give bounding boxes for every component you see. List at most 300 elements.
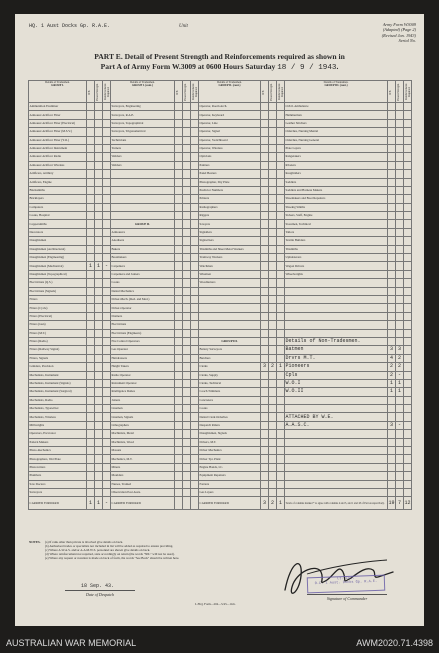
count-cell [396, 337, 404, 345]
count-cell [396, 170, 404, 178]
count-cell: 1 [396, 379, 404, 387]
note-line: (e) Where any request or notation is made on back of form, the words "See Back" should be written here. [45, 556, 180, 560]
trade-name-cell: Dental Clerk Orderlies [199, 413, 261, 421]
count-cell [103, 186, 111, 194]
count-cell [183, 421, 191, 429]
trade-name-cell: Bakers [111, 245, 175, 253]
count-cell [388, 254, 396, 262]
count-cell [261, 103, 269, 111]
count-cell [396, 329, 404, 337]
trade-name-cell: Draughtsmen (Mechanical) [29, 262, 87, 270]
trade-name-cell [111, 178, 175, 186]
count-cell [87, 119, 95, 127]
count-cell [388, 480, 396, 488]
count-cell [277, 329, 285, 337]
trade-name-cell: Artificers, Artillery [29, 170, 87, 178]
count-cell [277, 195, 285, 203]
count-cell [388, 212, 396, 220]
count-cell [396, 304, 404, 312]
count-cell [269, 379, 277, 387]
count-cell [191, 287, 199, 295]
count-cell [95, 153, 103, 161]
count-cell [388, 396, 396, 404]
count-cell [388, 136, 396, 144]
count-cell [277, 111, 285, 119]
carried-count: 3 [261, 497, 269, 510]
count-cell [277, 119, 285, 127]
count-cell [183, 195, 191, 203]
trade-name-cell: ATTACHED BY W.E. [285, 413, 388, 421]
trade-name-cell [285, 455, 388, 463]
count-cell [191, 463, 199, 471]
count-cell [103, 388, 111, 396]
trade-name-cell: Anodisers [111, 237, 175, 245]
count-cell [87, 447, 95, 455]
count-cell [175, 254, 183, 262]
count-cell [269, 245, 277, 253]
trade-name-cell [199, 304, 261, 312]
count-cell [269, 430, 277, 438]
table-row [29, 455, 412, 463]
count-cell [404, 178, 412, 186]
count-cell [183, 178, 191, 186]
count-cell [277, 388, 285, 396]
trade-name-cell: Details of Non-Tradesmen. [285, 337, 388, 345]
count-cell [183, 295, 191, 303]
count-cell [87, 245, 95, 253]
count-cell [261, 128, 269, 136]
count-cell [269, 270, 277, 278]
count-cell [95, 245, 103, 253]
count-cell [95, 321, 103, 329]
count-cell [277, 270, 285, 278]
count-cell [396, 228, 404, 236]
count-cell [183, 161, 191, 169]
carried-count: 1 [95, 497, 103, 510]
count-cell: 3 [261, 363, 269, 371]
count-cell [388, 128, 396, 136]
count-cell [269, 438, 277, 446]
trade-name-cell: Coppersmiths [29, 220, 87, 228]
table-row [29, 270, 412, 278]
signature-label: Signature of Commander [307, 594, 387, 601]
count-cell [269, 396, 277, 404]
count-cell [261, 119, 269, 127]
count-cell [183, 212, 191, 220]
header-present: Present Strength. [95, 81, 103, 103]
count-cell [175, 488, 183, 496]
trade-name-cell: Surveyors, Engineering [111, 103, 175, 111]
count-cell [269, 488, 277, 496]
count-cell [183, 153, 191, 161]
count-cell [183, 438, 191, 446]
trade-name-cell: Surveyors, Topographical [111, 119, 175, 127]
trade-name-cell: Operators, Excavator [29, 430, 87, 438]
count-cell [404, 488, 412, 496]
count-cell [396, 178, 404, 186]
trade-name-cell: Mechanists, Instrument (Signals) [29, 379, 87, 387]
count-cell [87, 144, 95, 152]
count-cell [261, 405, 269, 413]
count-cell [277, 405, 285, 413]
count-cell [277, 237, 285, 245]
count-cell [277, 346, 285, 354]
count-cell [183, 103, 191, 111]
count-cell [87, 488, 95, 496]
count-cell [269, 337, 277, 345]
count-cell [103, 279, 111, 287]
trade-name-cell: Draughtsmen (Architectural) [29, 245, 87, 253]
count-cell [191, 472, 199, 480]
count-cell [388, 237, 396, 245]
trade-name-cell: Electricians (Q.S.) [29, 279, 87, 287]
count-cell [261, 295, 269, 303]
count-cell [103, 421, 111, 429]
trade-name-cell: Armourer Artificer Fitter (M.S.V.) [29, 128, 87, 136]
count-cell: 1 [388, 379, 396, 387]
count-cell [95, 421, 103, 429]
count-cell [261, 329, 269, 337]
count-cell [269, 220, 277, 228]
count-cell [404, 128, 412, 136]
count-cell [261, 195, 269, 203]
count-cell [175, 186, 183, 194]
caption-left: AUSTRALIAN WAR MEMORIAL [6, 638, 137, 648]
trade-name-cell: Operator, Line [199, 119, 261, 127]
count-cell [404, 136, 412, 144]
count-cell [95, 371, 103, 379]
count-cell: - [396, 371, 404, 379]
table-row [29, 103, 412, 111]
count-cell [261, 228, 269, 236]
table-row [29, 170, 412, 178]
count-cell [269, 262, 277, 270]
count-cell [261, 480, 269, 488]
count-cell [95, 161, 103, 169]
count-cell [396, 455, 404, 463]
carried-forward-label: CARRIED FORWARD [199, 497, 261, 510]
count-cell [87, 354, 95, 362]
count-cell [95, 178, 103, 186]
count-cell [103, 153, 111, 161]
count-cell [269, 153, 277, 161]
count-cell [103, 270, 111, 278]
trade-name-cell: Armourers [111, 228, 175, 236]
count-cell [261, 396, 269, 404]
count-cell [388, 430, 396, 438]
count-cell [175, 346, 183, 354]
trade-name-cell: Surveyors, R.A.E. [111, 111, 175, 119]
header-we: W.E. [261, 81, 269, 103]
count-cell [103, 237, 111, 245]
count-cell [175, 379, 183, 387]
count-cell [95, 195, 103, 203]
commander-stamp [307, 575, 386, 594]
trade-name-cell: Upholsterers [285, 254, 388, 262]
total-count: 12 [404, 497, 412, 510]
count-cell [175, 363, 183, 371]
carried-count: 1 [87, 497, 95, 510]
count-cell [95, 136, 103, 144]
count-cell [183, 312, 191, 320]
count-cell [396, 295, 404, 303]
count-cell [103, 354, 111, 362]
header-we: W.E. [87, 81, 95, 103]
title-date: 18 / 9 / 1943 [277, 64, 337, 72]
trade-name-cell: Armourer Artificer Radio [29, 153, 87, 161]
count-cell [388, 228, 396, 236]
count-cell [183, 254, 191, 262]
count-cell [261, 144, 269, 152]
count-cell [191, 337, 199, 345]
count-cell [175, 430, 183, 438]
count-cell: 2 [388, 363, 396, 371]
count-cell [261, 312, 269, 320]
count-cell [175, 455, 183, 463]
count-cell [404, 371, 412, 379]
table-row [29, 346, 412, 354]
count-cell [396, 488, 404, 496]
count-cell [87, 195, 95, 203]
count-cell [191, 455, 199, 463]
trade-name-cell [285, 438, 388, 446]
count-cell [175, 128, 183, 136]
count-cell [269, 346, 277, 354]
count-cell [175, 161, 183, 169]
count-cell [183, 346, 191, 354]
count-cell [183, 488, 191, 496]
count-cell [191, 153, 199, 161]
count-cell [388, 488, 396, 496]
count-cell [175, 237, 183, 245]
table-row [29, 295, 412, 303]
count-cell [87, 161, 95, 169]
trade-name-cell [111, 203, 175, 211]
trade-name-cell [285, 463, 388, 471]
count-cell [388, 463, 396, 471]
count-cell [183, 396, 191, 404]
count-cell [183, 287, 191, 295]
count-cell [103, 379, 111, 387]
count-cell [388, 304, 396, 312]
trade-name-cell [111, 170, 175, 178]
table-row [29, 413, 412, 421]
table-row [29, 195, 412, 203]
count-cell [183, 447, 191, 455]
table-row [29, 379, 412, 387]
count-cell [277, 103, 285, 111]
count-cell [191, 178, 199, 186]
count-cell [87, 438, 95, 446]
count-cell [269, 111, 277, 119]
count-cell [191, 363, 199, 371]
count-cell [396, 430, 404, 438]
trade-name-cell: Bootmakers [111, 254, 175, 262]
trade-name-cell: Carpenters [111, 262, 175, 270]
count-cell [269, 295, 277, 303]
count-cell [404, 312, 412, 320]
count-cell [103, 363, 111, 371]
trade-name-cell [285, 480, 388, 488]
count-cell [396, 212, 404, 220]
count-cell [269, 144, 277, 152]
count-cell [261, 245, 269, 253]
count-cell [269, 480, 277, 488]
count-cell [175, 413, 183, 421]
table-row [29, 220, 412, 228]
count-cell [269, 287, 277, 295]
count-cell [95, 472, 103, 480]
trade-name-cell: Carpenters and Joiners [111, 270, 175, 278]
count-cell: 2 [396, 363, 404, 371]
count-cell [183, 388, 191, 396]
count-cell [404, 254, 412, 262]
count-cell [396, 447, 404, 455]
count-cell [269, 354, 277, 362]
trade-name-cell: Cooks [111, 279, 175, 287]
trade-name-cell: Woodturners [199, 279, 261, 287]
trade-name-cell: Driver-Operator [111, 304, 175, 312]
despatch-date: 18 Sep. 43. [81, 583, 115, 589]
count-cell [269, 329, 277, 337]
trade-name-cell: Radio Operator [111, 371, 175, 379]
count-cell [175, 203, 183, 211]
count-cell [396, 119, 404, 127]
count-cell [95, 220, 103, 228]
count-cell [95, 346, 103, 354]
count-cell [277, 186, 285, 194]
count-cell [95, 237, 103, 245]
count-cell [261, 354, 269, 362]
count-cell [103, 195, 111, 203]
note-line: (b) Authorised trades or specialists not included in list will be added as required to ensure providing. [45, 544, 174, 548]
trade-name-cell: Saw Doctors [29, 480, 87, 488]
count-cell [95, 119, 103, 127]
trade-name-cell: Textile Builders [285, 237, 388, 245]
count-cell [87, 379, 95, 387]
trade-name-cell: Painters [199, 161, 261, 169]
count-cell [396, 144, 404, 152]
count-cell [404, 363, 412, 371]
table-row [29, 287, 412, 295]
count-cell [87, 128, 95, 136]
count-cell [175, 212, 183, 220]
count-cell [87, 203, 95, 211]
count-cell [191, 295, 199, 303]
trade-name-cell: Fitters (Cycle) [29, 304, 87, 312]
count-cell [191, 447, 199, 455]
trade-name-cell: Armourer Artificer Wireless [29, 161, 87, 169]
trade-name-cell [285, 472, 388, 480]
count-cell [269, 279, 277, 287]
count-cell [261, 388, 269, 396]
trade-name-cell [285, 329, 388, 337]
count-cell [183, 203, 191, 211]
count-cell: 1 [396, 388, 404, 396]
count-cell [87, 254, 95, 262]
trade-name-cell: Rangetakers [285, 153, 388, 161]
stamp-line1: Lt. Col. [337, 576, 355, 582]
count-cell [191, 195, 199, 203]
count-cell [277, 245, 285, 253]
count-cell [183, 245, 191, 253]
count-cell [175, 388, 183, 396]
count-cell [95, 379, 103, 387]
count-cell [261, 371, 269, 379]
trade-name-cell: Shoemakers and Boot Repairers [285, 195, 388, 203]
trade-name-cell: Drvrs M.T. [285, 354, 388, 362]
count-cell [87, 321, 95, 329]
count-cell [396, 128, 404, 136]
trade-name-cell: Drainers [111, 312, 175, 320]
count-cell [396, 186, 404, 194]
count-cell [95, 405, 103, 413]
table-row [29, 228, 412, 236]
total-count: 7 [396, 497, 404, 510]
count-cell [396, 237, 404, 245]
count-cell [404, 186, 412, 194]
count-cell [404, 220, 412, 228]
trade-name-cell: Cooks [199, 405, 261, 413]
trade-name-cell: Driver Mechanics [199, 447, 261, 455]
count-cell [87, 186, 95, 194]
count-cell [388, 321, 396, 329]
count-cell [103, 228, 111, 236]
count-cell [404, 245, 412, 253]
count-cell [87, 111, 95, 119]
count-cell [396, 480, 404, 488]
trade-name-cell: Fitters, Signals [29, 354, 87, 362]
count-cell [277, 438, 285, 446]
trade-name-cell: Fitters (Radio) [29, 337, 87, 345]
totals-note: Totals of columns marked * to agree with columns 4 and 5, and 1 and 18 of Part A respectively. [285, 497, 388, 510]
count-cell [269, 413, 277, 421]
count-cell [103, 472, 111, 480]
trade-name-cell [285, 287, 388, 295]
count-cell [175, 178, 183, 186]
count-cell [261, 237, 269, 245]
table-row [29, 203, 412, 211]
count-cell [396, 103, 404, 111]
table-row [29, 388, 412, 396]
table-row [29, 144, 412, 152]
form-ref-line1: Army Form W3009 [382, 22, 416, 27]
trade-name-cell: Ammunition Examiner [29, 103, 87, 111]
total-count: 19 [388, 497, 396, 510]
count-cell [191, 186, 199, 194]
count-cell [175, 472, 183, 480]
trade-name-cell: Machinists, Metal [111, 430, 175, 438]
count-cell [191, 128, 199, 136]
table-row [29, 430, 412, 438]
count-cell [183, 128, 191, 136]
count-cell [103, 203, 111, 211]
trade-name-cell: Armourer Artificer Instrument [29, 144, 87, 152]
unit-line [29, 23, 188, 29]
count-cell [95, 186, 103, 194]
trade-name-cell [199, 321, 261, 329]
trade-name-cell [285, 279, 388, 287]
trade-name-cell: Butchers [199, 354, 261, 362]
title-line1: PART E. Detail of Present Strength and Reinforcements required as shown in [94, 52, 345, 61]
count-cell [103, 312, 111, 320]
count-cell [103, 329, 111, 337]
count-cell [269, 170, 277, 178]
trade-name-cell: Dental Mechanics [111, 287, 175, 295]
count-cell [183, 119, 191, 127]
count-cell [388, 287, 396, 295]
table-row [29, 405, 412, 413]
